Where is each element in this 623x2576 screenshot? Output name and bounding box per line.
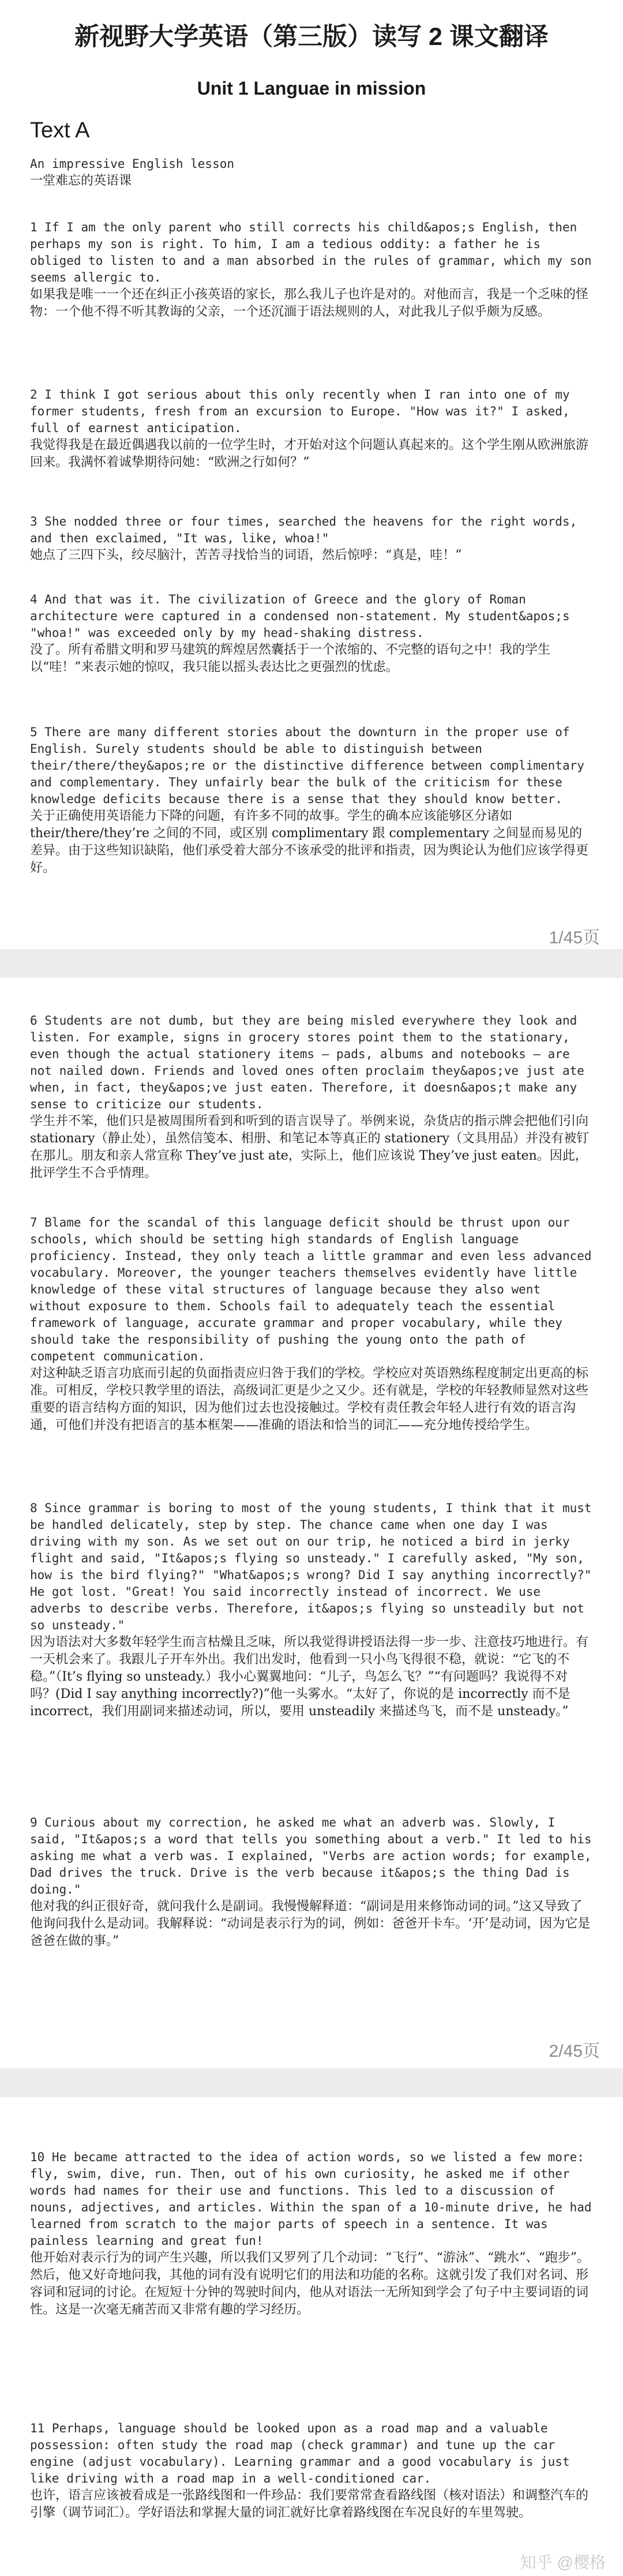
- paragraph-zh: 我觉得我是在最近偶遇我以前的一位学生时，才开始对这个问题认真起来的。这个学生刚从欧洲旅游回来。我满怀着诚挚期待问她：“欧洲之行如何？”: [30, 438, 589, 470]
- paragraph-zh: 他开始对表示行为的词产生兴趣，所以我们又罗列了几个动词：“飞行”、“游泳”、“跳水”、“跑步”。然后，他又好奇地问我，其他的词有没有说明它们的用法和功能的名称。这就引发了我们对名词、形容词和冠词的讨论。在短短十分钟的驾驶时间内，他从对语法一无所知到学会了句子中主要词语的词性。这是一次毫无痛苦而又非常有趣的学习经历。: [30, 2251, 590, 2317]
- paragraph-en: 3 She nodded three or four times, searched the heavens for the right words, and then exclaimed, "It was, like, whoa!": [30, 515, 584, 545]
- paragraph-zh: 她点了三四下头，绞尽脑汁，苦苦寻找恰当的词语，然后惊呼：“真是，哇！”: [30, 548, 462, 563]
- page-separator: [0, 2068, 623, 2097]
- paragraph-en: 2 I think I got serious about this only recently when I ran into one of my former students, fresh from an excursion to Europe. "How was it?" I asked, full of earnest anticipation.: [30, 388, 577, 435]
- paragraph-zh: 学生并不笨，他们只是被周围所看到和听到的语言误导了。举例来说，杂货店的指示牌会把他们引向 stationary（静止处），虽然信笺本、相册、和笔记本等真正的 stationery（文具用品）并没有被钉在那儿。朋友和亲人常宣称 They’ve just ate，实际上，他们应该说 They’ve just eaten。因此，批评学生不合乎情理。: [30, 1114, 590, 1180]
- paragraph-10: [30, 2149, 599, 2319]
- watermark: 知乎 @樱格: [520, 2553, 606, 2571]
- document-title: 新视野大学英语（第三版）读写 2 课文翻译: [74, 23, 549, 51]
- paragraph-4: [30, 591, 592, 676]
- paragraph-zh: 关于正确使用英语能力下降的问题，有许多不同的故事。学生的确本应该能够区分诸如their/there/they’re 之间的不同，或区别 complimentary 跟 complementary 之间显而易见的差异。由于这些知识缺陷，他们承受着大部分不该承受的批评和指责，因为舆论认为他们应该学得更好。: [30, 809, 589, 875]
- paragraph-en: 9 Curious about my correction, he asked me what an adverb was. Slowly, I said, "It&apos;s a word that tells you something about a verb." It led to his asking me what a verb was. I explained, "Verbs are action words; for example, Dad drives the truck. Drive is the verb because it&apos;s the thing Dad is doing.": [30, 1816, 599, 1896]
- paragraph-en: 4 And that was it. The civilization of Greece and the glory of Roman architecture were captured in a condensed non-statement. My student&apos;s "whoa!" was exceeded only by my head-shaking distress.: [30, 593, 577, 640]
- paragraph-9: [30, 1814, 599, 1950]
- paragraph-en: 10 He became attracted to the idea of action words, so we listed a few more: fly, swim, dive, run. Then, out of his own curiosity, he asked me if other words had names for their use and functions. This led to a discussion of nouns, adjectives, and articles. Within the span of a 10-minute drive, he had learned from scratch to the major parts of speech in a sentence. It was painless learning and great fun!: [30, 2150, 599, 2248]
- lesson-title-zh: 一堂难忘的英语课: [30, 174, 132, 188]
- paragraph-en: 1 If I am the only parent who still corrects his child&apos;s English, then perhaps my son is right. To him, I am a tedious oddity: a father he is obliged to listen to and a man absorbed in the rules of grammar, which my son seems allergic to.: [30, 220, 599, 284]
- page-separator: [0, 949, 623, 978]
- document-page-2: [0, 978, 623, 2068]
- paragraph-3: [30, 513, 592, 564]
- paragraph-1: [30, 219, 599, 321]
- paragraph-zh: 如果我是唯一一个还在纠正小孩英语的家长，那么我儿子也许是对的。对他而言，我是一个乏味的怪物：一个他不得不听其教诲的父亲，一个还沉湎于语法规则的人，对此我儿子似乎颇为反感。: [30, 287, 589, 319]
- unit-title: Unit 1 Languae in mission: [197, 78, 426, 99]
- paragraph-11: [30, 2420, 592, 2522]
- page-number: 2/45页: [549, 2042, 600, 2061]
- paragraph-2: [30, 387, 592, 471]
- paragraph-zh: 也许，语言应该被看成是一张路线图和一件珍品：我们要常常查看路线图（核对语法）和调整汽车的引擎（调节词汇）。学好语法和掌握大量的词汇就好比拿着路线图在车况良好的车里驾驶。: [30, 2488, 589, 2520]
- paragraph-zh: 对这种缺乏语言功底而引起的负面指责应归咎于我们的学校。学校应对英语熟练程度制定出更高的标准。可相反，学校只教学里的语法，高级词汇更是少之又少。还有就是，学校的年轻教师显然对这些重要的语言结构方面的知识，因为他们过去也没接触过。学校有责任教会年轻人进行有效的语言沟通，可他们并没有把语言的基本框架——准确的语法和恰当的词汇——充分地传授给学生。: [30, 1366, 589, 1433]
- section-title: Text A: [30, 118, 90, 143]
- paragraph-zh: 没了。所有希腊文明和罗马建筑的辉煌居然囊括于一个浓缩的、不完整的语句之中！我的学生以“哇！”来表示她的惊叹，我只能以摇头表达比之更强烈的忧虑。: [30, 643, 551, 674]
- paragraph-6: [30, 1013, 592, 1182]
- paragraph-8: [30, 1500, 599, 1720]
- paragraph-en: 11 Perhaps, language should be looked upon as a road map and a valuable possession: often study the road map (check grammar) and tune up the car engine (adjust vocabulary). Learning grammar and a good vocabulary is just like driving with a road map in a well-conditioned car.: [30, 2421, 577, 2485]
- paragraph-zh: 因为语法对大多数年轻学生而言枯燥且乏味，所以我觉得讲授语法得一步一步、注意技巧地进行。有一天机会来了。我跟儿子开车外出。我们出发时，他看到一只小鸟飞得很不稳，就说：“它飞的不稳。”（It’s flying so unsteady.）我小心翼翼地问：“儿子，鸟怎么飞？”“有问题吗？我说得不对吗？(Did I say anything incorrectly?)”他一头雾水。“太好了，你说的是 incorrectly 而不是 incorrect，我们用副词来描述动词，所以，要用 unsteadily 来描述鸟飞，而不是 unsteady。”: [30, 1635, 589, 1719]
- document-page-1: [0, 0, 623, 949]
- paragraph-zh: 他对我的纠正很好奇，就问我什么是副词。我慢慢解释道：“副词是用来修饰动词的词。”这又导致了他询问我什么是动词。我解释说：“动词是表示行为的词，例如：爸爸开卡车。‘开’是动词，因为它是爸爸在做的事。”: [30, 1899, 591, 1948]
- document-page-3: [0, 2097, 623, 2576]
- paragraph-en: 5 There are many different stories about the downturn in the proper use of English. Surely students should be able to distinguish between their/there/they&apos;re or the distinctive difference between complimentary and complementary. They unfairly bear the bulk of the criticism for these knowledge deficits because there is a sense that they should know better.: [30, 725, 592, 806]
- page-number: 1/45页: [549, 928, 600, 947]
- paragraph-en: 7 Blame for the scandal of this language deficit should be thrust upon our schools, which should be setting high standards of English language proficiency. Instead, they only teach a little grammar and even less advanced vocabulary. Moreover, the younger teachers themselves evidently have little knowledge of these vital structures of language because they also went without exposure to them. Schools fail to adequately teach the essential framework of language, accurate grammar and proper vocabulary, while they should take the responsibility of pushing the young onto the path of competent communication.: [30, 1216, 599, 1363]
- lesson-title-en: An impressive English lesson: [30, 157, 235, 171]
- paragraph-5: [30, 724, 592, 914]
- paragraph-en: 8 Since grammar is boring to most of the young students, I think that it must be handled delicately, step by step. The chance came when one day I was driving with my son. As we set out on our trip, he noticed a bird in jerky flight and said, "It&apos;s flying so unsteady." I carefully asked, "My son, how is the bird flying?" "What&apos;s wrong? Did I say anything incorrectly?" He got lost. "Great! You said incorrectly instead of incorrect. We use adverbs to describe verbs. Therefore, it&apos;s flying so unsteadily but not so unsteady.": [30, 1501, 599, 1632]
- paragraph-en: 6 Students are not dumb, but they are being misled everywhere they look and listen. For example, signs in grocery stores point them to the stationary, even though the actual stationery items — pads, albums and notebooks — are not nailed down. Friends and loved ones often proclaim they&apos;ve just ate when, in fact, they&apos;ve just eaten. Therefore, it doesn&apos;t make any sense to criticize our students.: [30, 1014, 592, 1111]
- paragraph-7: [30, 1214, 599, 1434]
